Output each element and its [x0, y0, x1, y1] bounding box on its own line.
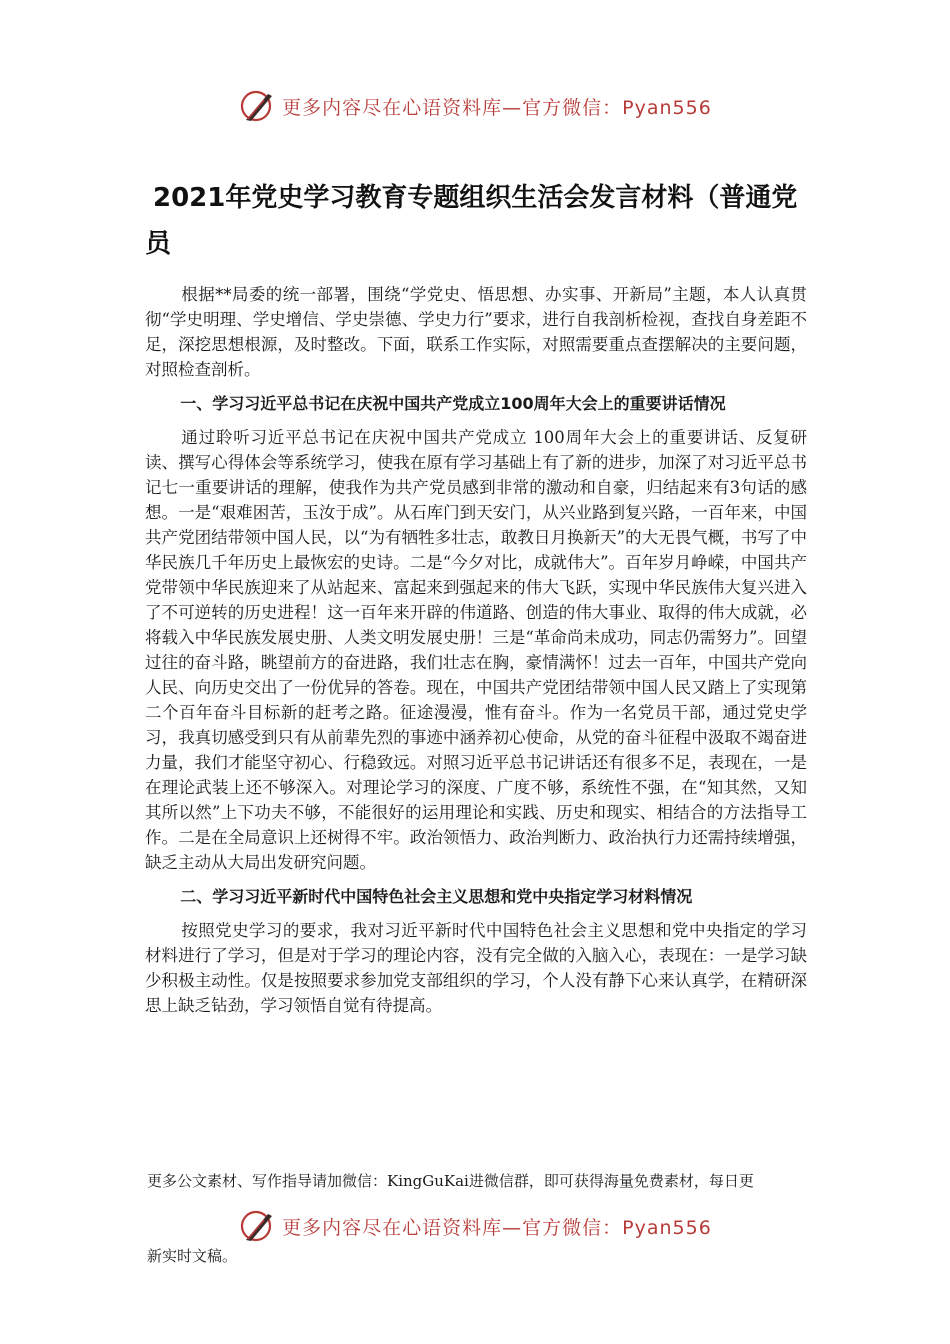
intro-paragraph: 根据**局委的统一部署，围绕“学党史、悟思想、办实事、开新局”主题，本人认真贯彻“学史明理、学史增信、学史崇德、学史力行”要求，进行自我剖析检视，查找自身差距不足，深挖思想根源，及时整改。下面，联系工作实际，对照需要重点查摆解决的主要问题，对照检查剖析。	[145, 285, 807, 379]
banner-text: 更多内容尽在心语资料库—官方微信：Pyan556	[282, 1216, 712, 1239]
footer-note-line-2: 新实时文稿。	[147, 1247, 238, 1265]
top-banner	[0, 86, 950, 126]
section-heading-1: 一、学习习近平总书记在庆祝中国共产党成立100周年大会上的重要讲话情况	[180, 394, 726, 413]
document-title: 2021年党史学习教育专题组织生活会发言材料（普通党员	[145, 183, 798, 259]
pen-circle-logo-icon	[238, 86, 278, 126]
section-heading-2: 二、学习习近平新时代中国特色社会主义思想和党中央指定学习材料情况	[180, 887, 693, 906]
document-body	[145, 282, 807, 1018]
section-1-paragraph: 通过聆听习近平总书记在庆祝中国共产党成立 100周年大会上的重要讲话、反复研读、撰写心得体会等系统学习，使我在原有学习基础上有了新的进步，加深了对习近平总书记七一重要讲话的理解，使我作为共产党员感到非常的激动和自豪，归结起来有3句话的感想。一是“艰难困苦，玉汝于成”。从石库门到天安门，从兴业路到复兴路，一百年来，中国共产党团结带领中国人民，以“为有牺牲多壮志，敢教日月换新天”的大无畏气概，书写了中华民族几千年历史上最恢宏的史诗。二是“今夕对比，成就伟大”。百年岁月峥嵘，中国共产党带领中华民族迎来了从站起来、富起来到强起来的伟大飞跃，实现中华民族伟大复兴进入了不可逆转的历史进程！这一百年来开辟的伟道路、创造的伟大事业、取得的伟大成就，必将载入中华民族发展史册、人类文明发展史册！三是“革命尚未成功，同志仍需努力”。回望过往的奋斗路，眺望前方的奋进路，我们壮志在胸，豪情满怀！过去一百年，中国共产党向人民、向历史交出了一份优异的答卷。现在，中国共产党团结带领中国人民又踏上了实现第二个百年奋斗目标新的赶考之路。征途漫漫，惟有奋斗。作为一名党员干部，通过党史学习，我真切感受到只有从前辈先烈的事迹中涵养初心使命，从党的奋斗征程中汲取不竭奋进力量，我们才能坚守初心、行稳致远。对照习近平总书记讲话还有很多不足，表现在，一是在理论武装上还不够深入。对理论学习的深度、广度不够，系统性不强，在“知其然，又知其所以然”上下功夫不够，不能很好的运用理论和实践、历史和现实、相结合的方法指导工作。二是在全局意识上还树得不牢。政治领悟力、政治判断力、政治执行力还需持续增强，缺乏主动从大局出发研究问题。	[145, 428, 807, 872]
section-2-paragraph: 按照党史学习的要求，我对习近平新时代中国特色社会主义思想和党中央指定的学习材料进行了学习，但是对于学习的理论内容，没有完全做的入脑入心，表现在：一是学习缺少积极主动性。仅是按照要求参加党支部组织的学习，个人没有静下心来认真学，在精研深思上缺乏钻劲，学习领悟自觉有待提高。	[145, 921, 807, 1015]
pen-circle-logo-icon	[238, 1206, 278, 1246]
bottom-banner	[0, 1206, 950, 1246]
banner-text: 更多内容尽在心语资料库—官方微信：Pyan556	[282, 96, 712, 119]
footer-note-line-1: 更多公文素材、写作指导请加微信：KingGuKai进微信群，即可获得海量免费素材，每日更	[147, 1172, 754, 1190]
